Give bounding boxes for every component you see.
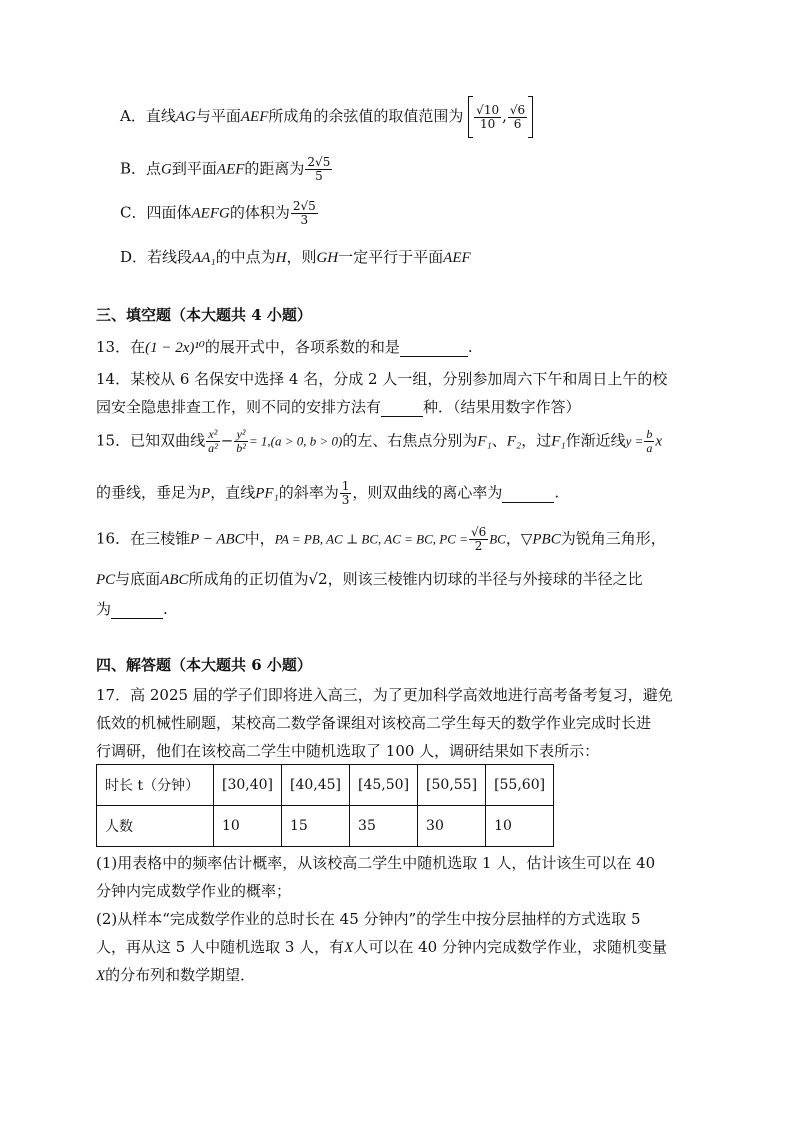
var: AEF bbox=[240, 109, 269, 125]
denominator: 3 bbox=[300, 213, 309, 227]
table-header: 时长 t（分钟） bbox=[97, 765, 214, 806]
text: ，直线 bbox=[210, 483, 256, 502]
text: 的分布列和数学期望． bbox=[105, 966, 256, 984]
text: 一定平行于平面 bbox=[338, 248, 444, 266]
var: X bbox=[96, 968, 106, 984]
fraction bbox=[474, 104, 501, 131]
question-17-part-1-line-2: 分钟内完成数学作业的概率； bbox=[96, 882, 292, 900]
var: G bbox=[161, 161, 172, 178]
text: 所成角的余弦值的取值范围为 bbox=[268, 107, 464, 125]
question-16-line-1 bbox=[96, 526, 666, 553]
fraction bbox=[340, 480, 352, 507]
expression: √2 bbox=[308, 570, 328, 588]
section-heading: 四、解答题（本大题共 6 小题） bbox=[96, 656, 312, 674]
text: . bbox=[554, 483, 560, 502]
text: 人可以在 40 分钟内完成数学作业，求随机变量 bbox=[353, 938, 667, 956]
text: 13．在 bbox=[96, 338, 146, 356]
text: ，则该三棱锥内切球的半径与外接球的半径之比 bbox=[327, 570, 643, 588]
table-cell: 35 bbox=[350, 806, 418, 847]
table-cell: 30 bbox=[418, 806, 486, 847]
text: 园安全隐患排查工作，则不同的安排方法有 bbox=[96, 398, 382, 416]
text: − bbox=[220, 431, 234, 450]
question-17-line-1: 17．高 2025 届的学子们即将进入高三，为了更加科学高效地进行高考备考复习，避免 bbox=[96, 686, 673, 704]
fraction bbox=[234, 428, 248, 455]
table-row bbox=[97, 765, 554, 806]
fraction bbox=[291, 200, 318, 227]
var: H bbox=[275, 250, 287, 266]
text: 与底面 bbox=[115, 570, 161, 588]
text: ，则 bbox=[286, 248, 317, 266]
numerator: √6 bbox=[509, 102, 526, 117]
text: 四面体 bbox=[146, 203, 192, 222]
expression: P − ABC bbox=[190, 531, 245, 548]
var: AEF bbox=[443, 250, 471, 266]
var: BC bbox=[489, 531, 506, 547]
question-15-line-1 bbox=[96, 428, 662, 455]
text: ，过 bbox=[521, 431, 552, 450]
var: F₂ bbox=[506, 433, 522, 450]
var: ▽PBC bbox=[520, 531, 561, 548]
text: . bbox=[467, 338, 473, 356]
text: ，则双曲线的离心率为 bbox=[352, 483, 503, 502]
text: 的中点为 bbox=[215, 248, 276, 266]
var: F₁ bbox=[477, 433, 492, 450]
option-label: B． bbox=[120, 159, 147, 178]
option-label: D． bbox=[120, 248, 148, 266]
denominator: a bbox=[646, 441, 653, 455]
var: P bbox=[201, 485, 211, 502]
text: 作渐近线 bbox=[565, 431, 626, 450]
question-16-line-2 bbox=[96, 568, 643, 589]
table-header: [30,40] bbox=[214, 765, 282, 806]
var: F₁ bbox=[551, 433, 566, 450]
answer-blank bbox=[111, 600, 163, 619]
text: 到平面 bbox=[171, 159, 217, 178]
table-header: [45,50] bbox=[350, 765, 418, 806]
numerator: 2√5 bbox=[307, 155, 331, 169]
numerator: 2√5 bbox=[292, 199, 316, 213]
numerator: 1 bbox=[341, 479, 350, 493]
var: X bbox=[344, 940, 354, 956]
question-17-part-2-line-1: (2)从样本“完成数学作业的总时长在 45 分钟内”的学生中按分层抽样的方式选取 5 bbox=[96, 910, 641, 928]
text: 点 bbox=[146, 159, 162, 178]
fraction bbox=[508, 104, 527, 131]
fraction bbox=[469, 526, 488, 553]
table-header: [50,55] bbox=[418, 765, 486, 806]
table-cell: 10 bbox=[214, 806, 282, 847]
table-cell: 15 bbox=[282, 806, 350, 847]
answer-blank bbox=[400, 338, 468, 357]
text: 种．（结果用数字作答） bbox=[423, 398, 581, 416]
text: 的体积为 bbox=[229, 203, 290, 222]
text: 、 bbox=[491, 431, 507, 450]
question-17-line-3: 行调研，他们在该校高二学生中随机选取了 100 人，调研结果如下表所示： bbox=[96, 742, 600, 760]
denominator: 3 bbox=[341, 493, 350, 507]
var: PF₁ bbox=[255, 485, 279, 502]
denominator: 6 bbox=[513, 116, 522, 131]
text: . bbox=[163, 600, 168, 618]
numerator: √6 bbox=[470, 525, 487, 539]
separator: , bbox=[502, 107, 507, 125]
table-header: [55,60] bbox=[486, 765, 554, 806]
table-cell: 人数 bbox=[97, 806, 214, 847]
option-label: A． bbox=[120, 107, 146, 125]
denominator: 5 bbox=[315, 169, 323, 183]
fraction bbox=[644, 428, 654, 455]
text: 的展开式中，各项系数的和是 bbox=[204, 338, 400, 356]
text: 与平面 bbox=[195, 107, 241, 125]
numerator: y² bbox=[234, 428, 248, 442]
question-13 bbox=[96, 336, 473, 357]
answer-blank bbox=[381, 398, 423, 417]
text: 中， bbox=[244, 529, 275, 548]
text: 的左、右焦点分别为 bbox=[342, 431, 478, 450]
var: AG bbox=[175, 109, 196, 125]
text: 直线 bbox=[145, 107, 176, 125]
expression: y = bbox=[625, 433, 644, 449]
text: 所成角的正切值为 bbox=[188, 570, 309, 588]
fraction bbox=[206, 428, 220, 455]
duration-table bbox=[96, 764, 554, 847]
question-17-part-2-line-2 bbox=[96, 936, 667, 957]
numerator: b bbox=[646, 427, 653, 441]
denominator: b² bbox=[236, 441, 246, 455]
var: GH bbox=[316, 250, 339, 266]
right-bracket bbox=[528, 96, 533, 138]
question-16-line-3 bbox=[96, 598, 168, 619]
text: 的距离为 bbox=[244, 159, 305, 178]
denominator: 2 bbox=[474, 539, 483, 553]
var: x bbox=[655, 433, 663, 450]
text: 为锐角三角形， bbox=[560, 529, 666, 548]
var: AEFG bbox=[191, 205, 230, 222]
text: 的垂线，垂足为 bbox=[96, 483, 202, 502]
section-heading: 三、填空题（本大题共 4 小题） bbox=[96, 306, 312, 324]
answer-blank bbox=[502, 484, 554, 503]
numerator: √10 bbox=[476, 102, 500, 117]
table-header: [40,45] bbox=[282, 765, 350, 806]
condition: = 1,(a > 0, b > 0) bbox=[248, 433, 343, 449]
option-label: C． bbox=[120, 203, 147, 222]
table-row bbox=[97, 806, 554, 847]
question-14-line-1: 14．某校从 6 名保安中选择 4 名，分成 2 人一组，分别参加周六下午和周日上午的校 bbox=[96, 370, 668, 388]
text: 15．已知双曲线 bbox=[96, 431, 206, 450]
left-bracket bbox=[468, 96, 473, 138]
fraction bbox=[305, 156, 332, 183]
option-d bbox=[120, 246, 471, 267]
text: 若线段 bbox=[147, 248, 193, 266]
option-b bbox=[120, 156, 333, 183]
question-17-part-1-line-1: (1)用表格中的频率估计概率，从该校高二学生中随机选取 1 人，估计该生可以在 40 bbox=[96, 854, 656, 872]
text: 为 bbox=[96, 600, 112, 618]
option-a bbox=[120, 96, 533, 138]
text: 人，再从这 5 人中随机选取 3 人，有 bbox=[96, 938, 345, 956]
text: ， bbox=[505, 529, 521, 548]
var: PC bbox=[96, 572, 116, 588]
table-cell: 10 bbox=[486, 806, 554, 847]
question-14-line-2 bbox=[96, 396, 581, 417]
denominator: 10 bbox=[479, 116, 496, 131]
text: 16．在三棱锥 bbox=[96, 529, 191, 548]
text: 的斜率为 bbox=[278, 483, 339, 502]
var: ABC bbox=[160, 572, 189, 588]
conditions: PA = PB, AC ⊥ BC, AC = BC, PC = bbox=[274, 531, 468, 547]
expression: (1 − 2x)¹⁰ bbox=[145, 340, 205, 356]
question-15-line-2 bbox=[96, 480, 559, 507]
denominator: a² bbox=[208, 441, 218, 455]
numerator: x² bbox=[206, 428, 220, 442]
question-17-line-2: 低效的机械性刷题，某校高二数学备课组对该校高二学生每天的数学作业完成时长进 bbox=[96, 714, 652, 732]
question-17-part-2-line-3 bbox=[96, 964, 255, 985]
var: AA₁ bbox=[192, 250, 216, 266]
var: AEF bbox=[216, 161, 245, 178]
option-c bbox=[120, 200, 319, 227]
